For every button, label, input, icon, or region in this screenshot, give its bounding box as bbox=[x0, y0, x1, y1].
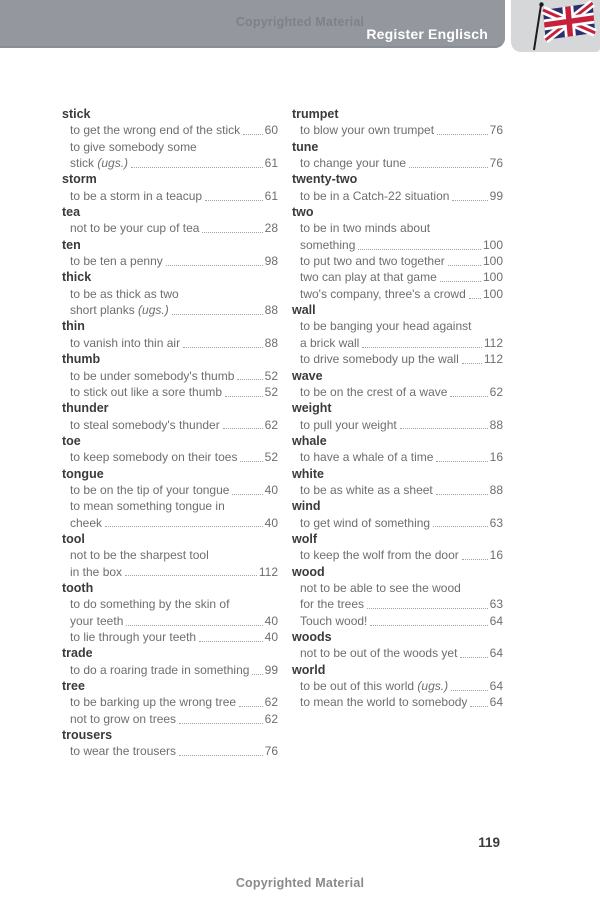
uk-flag-icon bbox=[511, 0, 600, 52]
page-ref: 63 bbox=[489, 515, 503, 530]
index-column-2 bbox=[292, 106, 503, 760]
index-entry-text: to be in two minds about bbox=[300, 221, 431, 236]
page-ref: 52 bbox=[264, 450, 278, 465]
index-entry-line bbox=[292, 417, 503, 433]
page-ref: 61 bbox=[264, 156, 278, 171]
index-entry-text: your teeth bbox=[70, 613, 124, 628]
dotted-leader bbox=[240, 449, 262, 462]
dotted-leader bbox=[450, 384, 487, 397]
index-entry-text: a brick wall bbox=[300, 335, 360, 350]
page-ref: 88 bbox=[264, 335, 278, 350]
index-entry-text: to be on the crest of a wave bbox=[300, 384, 448, 399]
dotted-leader bbox=[436, 449, 487, 462]
index-entry-text: stick (ugs.) bbox=[70, 156, 129, 171]
index-entry-text: to lie through your teeth bbox=[70, 630, 197, 644]
page-ref: 40 bbox=[264, 515, 278, 530]
index-entry-text: to stick out like a sore thumb bbox=[70, 384, 223, 399]
index-entry-text: to wear the trousers bbox=[70, 744, 177, 759]
index-entry-line bbox=[62, 253, 278, 269]
page-title: Register Englisch bbox=[366, 26, 488, 42]
page-ref: 76 bbox=[489, 123, 503, 138]
index-entry-line bbox=[292, 318, 503, 334]
page-ref: 52 bbox=[264, 384, 278, 399]
dotted-leader bbox=[125, 564, 257, 577]
page-ref: 61 bbox=[264, 188, 278, 203]
dotted-leader bbox=[205, 188, 263, 201]
index-entry-text: to steal somebody's thunder bbox=[70, 417, 220, 432]
index-entry-text: in the box bbox=[70, 564, 123, 579]
index-headword: tree bbox=[62, 679, 85, 694]
dotted-leader bbox=[469, 286, 481, 299]
index-entry-line bbox=[62, 596, 278, 612]
index-entry-line bbox=[292, 335, 503, 351]
page-ref: 88 bbox=[489, 417, 503, 432]
index-entry-text: to be under somebody's thumb bbox=[70, 368, 235, 383]
index-entry-text: for the trees bbox=[300, 597, 365, 612]
index-entry-line bbox=[292, 122, 503, 138]
dotted-leader bbox=[409, 155, 488, 168]
index-entry-text: to change your tune bbox=[300, 156, 407, 171]
index-entry-text: to be barking up the wrong tree bbox=[70, 695, 237, 710]
page-ref: 76 bbox=[264, 744, 278, 759]
index-entry-text: to have a whale of a time bbox=[300, 450, 434, 465]
index-headword: tooth bbox=[62, 580, 94, 595]
dotted-leader bbox=[400, 417, 488, 430]
index-headword: thin bbox=[62, 319, 85, 334]
dotted-leader bbox=[172, 302, 263, 315]
page-ref: 76 bbox=[489, 156, 503, 171]
index-entry-line bbox=[292, 188, 503, 204]
index-entry-line bbox=[292, 482, 503, 498]
page-ref: 64 bbox=[489, 646, 503, 661]
index-entry-text: something bbox=[300, 237, 356, 252]
index-entry-line bbox=[292, 515, 503, 531]
dotted-leader bbox=[183, 335, 263, 348]
index-headword: toe bbox=[62, 433, 81, 448]
index-entry-text: to be out of this world (ugs.) bbox=[300, 679, 449, 694]
index-entry-line bbox=[292, 155, 503, 171]
page-ref: 99 bbox=[264, 662, 278, 677]
index-entry-line bbox=[62, 694, 278, 710]
dotted-leader bbox=[448, 253, 481, 266]
index-entry-text: to be as thick as two bbox=[70, 286, 179, 301]
index-entry-line bbox=[62, 122, 278, 138]
page-ref: 100 bbox=[482, 237, 503, 252]
index-entry-line bbox=[62, 711, 278, 727]
dotted-leader bbox=[433, 515, 488, 528]
dotted-leader bbox=[358, 237, 481, 250]
page-ref: 52 bbox=[264, 368, 278, 383]
index-entry-text: to keep somebody on their toes bbox=[70, 450, 238, 465]
index-entry-line bbox=[62, 417, 278, 433]
index-entry-text: not to grow on trees bbox=[70, 711, 177, 726]
index-entry-line bbox=[62, 613, 278, 629]
index-entry-text: to pull your weight bbox=[300, 417, 397, 432]
index-entry-text: Touch wood! bbox=[300, 613, 368, 628]
index-headword: ten bbox=[62, 237, 81, 252]
index-headword: white bbox=[292, 466, 324, 481]
page-ref: 64 bbox=[489, 613, 503, 628]
dotted-leader bbox=[462, 547, 488, 560]
index-headword: trumpet bbox=[292, 107, 339, 121]
index-entry-line bbox=[62, 155, 278, 171]
index-entry-text: cheek bbox=[70, 515, 103, 530]
page-ref: 62 bbox=[264, 695, 278, 710]
index-headword: tongue bbox=[62, 466, 104, 481]
index-headword: tune bbox=[292, 139, 319, 154]
dotted-leader bbox=[436, 482, 488, 495]
index-headword: trade bbox=[62, 646, 93, 661]
page-ref: 40 bbox=[264, 613, 278, 628]
index-headword: thumb bbox=[62, 352, 101, 367]
index-entry-text: not to be the sharpest tool bbox=[70, 548, 209, 563]
page-ref: 100 bbox=[482, 254, 503, 269]
index-entry-line bbox=[62, 547, 278, 563]
index-headword: whale bbox=[292, 433, 327, 448]
index-entry-line bbox=[292, 351, 503, 367]
dotted-leader bbox=[225, 384, 263, 397]
index-entry-text: to drive somebody up the wall bbox=[300, 352, 459, 367]
index-entry-line bbox=[292, 613, 503, 629]
index-entry-text: to be ten a penny bbox=[70, 254, 163, 269]
index-entry-text: to be as white as a sheet bbox=[300, 482, 433, 497]
copyright-notice-bottom: Copyrighted Material bbox=[235, 876, 365, 890]
index-entry-line bbox=[62, 743, 278, 759]
dotted-leader bbox=[440, 269, 481, 282]
index-entry-text: to put two and two together bbox=[300, 254, 445, 269]
dotted-leader bbox=[105, 515, 263, 528]
index-entry-text: to be in a Catch-22 situation bbox=[300, 188, 450, 203]
index-headword: wave bbox=[292, 368, 323, 383]
index-entry-text: to be on the tip of your tongue bbox=[70, 482, 230, 497]
index-headword: trousers bbox=[62, 728, 113, 743]
index-entry-text: to be banging your head against bbox=[300, 319, 472, 334]
dotted-leader bbox=[223, 417, 263, 430]
index-headword: thick bbox=[62, 270, 92, 285]
dotted-leader bbox=[237, 368, 262, 381]
index-entry-text: to vanish into thin air bbox=[70, 335, 181, 350]
index-headword: world bbox=[292, 662, 326, 677]
index-entry-line bbox=[62, 335, 278, 351]
dotted-leader bbox=[243, 122, 263, 135]
index-entry-text: to do something by the skin of bbox=[70, 597, 230, 612]
index-headword: wall bbox=[292, 303, 316, 318]
page-ref: 100 bbox=[482, 286, 503, 301]
page-ref: 16 bbox=[489, 548, 503, 563]
index-headword: weight bbox=[292, 401, 332, 416]
index-entry-text: to be a storm in a teacup bbox=[70, 188, 203, 203]
index-headword: storm bbox=[62, 172, 97, 187]
dotted-leader bbox=[470, 694, 487, 707]
page-ref: 60 bbox=[264, 123, 278, 138]
index-entry-line bbox=[62, 662, 278, 678]
dotted-leader bbox=[452, 188, 487, 201]
index-entry-text: to get the wrong end of the stick bbox=[70, 123, 241, 138]
index-entry-line bbox=[62, 515, 278, 531]
dotted-leader bbox=[199, 629, 263, 642]
index-entry-line bbox=[292, 220, 503, 236]
index-entry-line bbox=[62, 286, 278, 302]
index-entry-line bbox=[62, 482, 278, 498]
index-entry-line bbox=[62, 188, 278, 204]
index-entry-line bbox=[292, 678, 503, 694]
index-entry-text: to mean the world to somebody bbox=[300, 695, 468, 710]
page-ref: 63 bbox=[489, 597, 503, 612]
index-entry-text: not to be your cup of tea bbox=[70, 221, 200, 236]
dotted-leader bbox=[437, 122, 488, 135]
index-entry-text: short planks (ugs.) bbox=[70, 303, 169, 318]
page-ref: 28 bbox=[264, 221, 278, 236]
index-entry-text: not to be able to see the wood bbox=[300, 580, 461, 595]
index-entry-line bbox=[292, 694, 503, 710]
dotted-leader bbox=[131, 155, 263, 168]
page-ref: 16 bbox=[489, 450, 503, 465]
index-entry-line bbox=[292, 286, 503, 302]
index-entry-line bbox=[62, 449, 278, 465]
index-entry-line bbox=[62, 564, 278, 580]
page-ref: 62 bbox=[264, 417, 278, 432]
page-number: 119 bbox=[478, 835, 500, 850]
page-ref: 88 bbox=[489, 482, 503, 497]
dotted-leader bbox=[451, 678, 488, 691]
page-ref: 98 bbox=[264, 254, 278, 269]
index-headword: wolf bbox=[292, 531, 317, 546]
page-ref: 62 bbox=[489, 384, 503, 399]
index-entry-line bbox=[292, 253, 503, 269]
page-ref: 64 bbox=[489, 679, 503, 694]
dotted-leader bbox=[362, 335, 482, 348]
index-entry-line bbox=[292, 547, 503, 563]
index-entry-line bbox=[292, 596, 503, 612]
dotted-leader bbox=[232, 482, 262, 495]
index-entry-text: to blow your own trumpet bbox=[300, 123, 435, 138]
page-ref: 112 bbox=[483, 352, 503, 367]
index-entry-text: to get wind of something bbox=[300, 515, 431, 530]
index-headword: wind bbox=[292, 499, 321, 514]
index-headword: tool bbox=[62, 531, 85, 546]
index-entry-line bbox=[62, 629, 278, 645]
index-entry-line bbox=[62, 498, 278, 514]
index-entry-line bbox=[62, 302, 278, 318]
dotted-leader bbox=[460, 645, 487, 658]
dotted-leader bbox=[252, 662, 262, 675]
index-entry-text: two can play at that game bbox=[300, 270, 437, 285]
index-entry-line bbox=[292, 645, 503, 661]
index-column-1 bbox=[62, 106, 278, 760]
index-entry-line bbox=[292, 580, 503, 596]
dotted-leader bbox=[179, 711, 263, 724]
index-entry-line bbox=[62, 139, 278, 155]
index-columns bbox=[62, 106, 512, 760]
dotted-leader bbox=[166, 253, 263, 266]
index-entry-text: to give somebody some bbox=[70, 139, 197, 154]
page-ref: 64 bbox=[489, 695, 503, 710]
index-entry-line bbox=[292, 269, 503, 285]
dotted-leader bbox=[126, 613, 262, 626]
flag-box bbox=[511, 0, 600, 52]
page-ref: 99 bbox=[489, 188, 503, 203]
dotted-leader bbox=[370, 613, 487, 626]
dotted-leader bbox=[239, 694, 263, 707]
index-entry-line bbox=[62, 220, 278, 236]
page-ref: 62 bbox=[264, 711, 278, 726]
index-entry-text: to do a roaring trade in something bbox=[70, 662, 250, 677]
index-headword: thunder bbox=[62, 401, 109, 416]
page-ref: 112 bbox=[483, 335, 503, 350]
index-entry-line bbox=[292, 237, 503, 253]
copyright-notice-top: Copyrighted Material bbox=[235, 15, 365, 29]
index-headword: tea bbox=[62, 205, 81, 220]
dotted-leader bbox=[462, 351, 482, 364]
page-ref: 40 bbox=[264, 482, 278, 497]
index-entry-line bbox=[292, 449, 503, 465]
index-entry-line bbox=[62, 384, 278, 400]
index-headword: stick bbox=[62, 107, 91, 121]
index-entry-text: to mean something tongue in bbox=[70, 499, 225, 514]
index-entry-text: two's company, three's a crowd bbox=[300, 286, 466, 301]
index-entry-text: to keep the wolf from the door bbox=[300, 548, 459, 563]
page-ref: 40 bbox=[264, 630, 278, 644]
dotted-leader bbox=[367, 596, 488, 609]
index-entry-text: not to be out of the woods yet bbox=[300, 646, 458, 661]
index-headword: woods bbox=[292, 630, 332, 644]
index-headword: twenty-two bbox=[292, 172, 358, 187]
page-ref: 100 bbox=[482, 270, 503, 285]
index-headword: wood bbox=[292, 564, 325, 579]
index-entry-line bbox=[292, 384, 503, 400]
dotted-leader bbox=[179, 743, 263, 756]
page-ref: 112 bbox=[258, 564, 278, 579]
dotted-leader bbox=[202, 220, 262, 233]
index-headword: two bbox=[292, 205, 314, 220]
index-entry-line bbox=[62, 368, 278, 384]
page-ref: 88 bbox=[264, 303, 278, 318]
